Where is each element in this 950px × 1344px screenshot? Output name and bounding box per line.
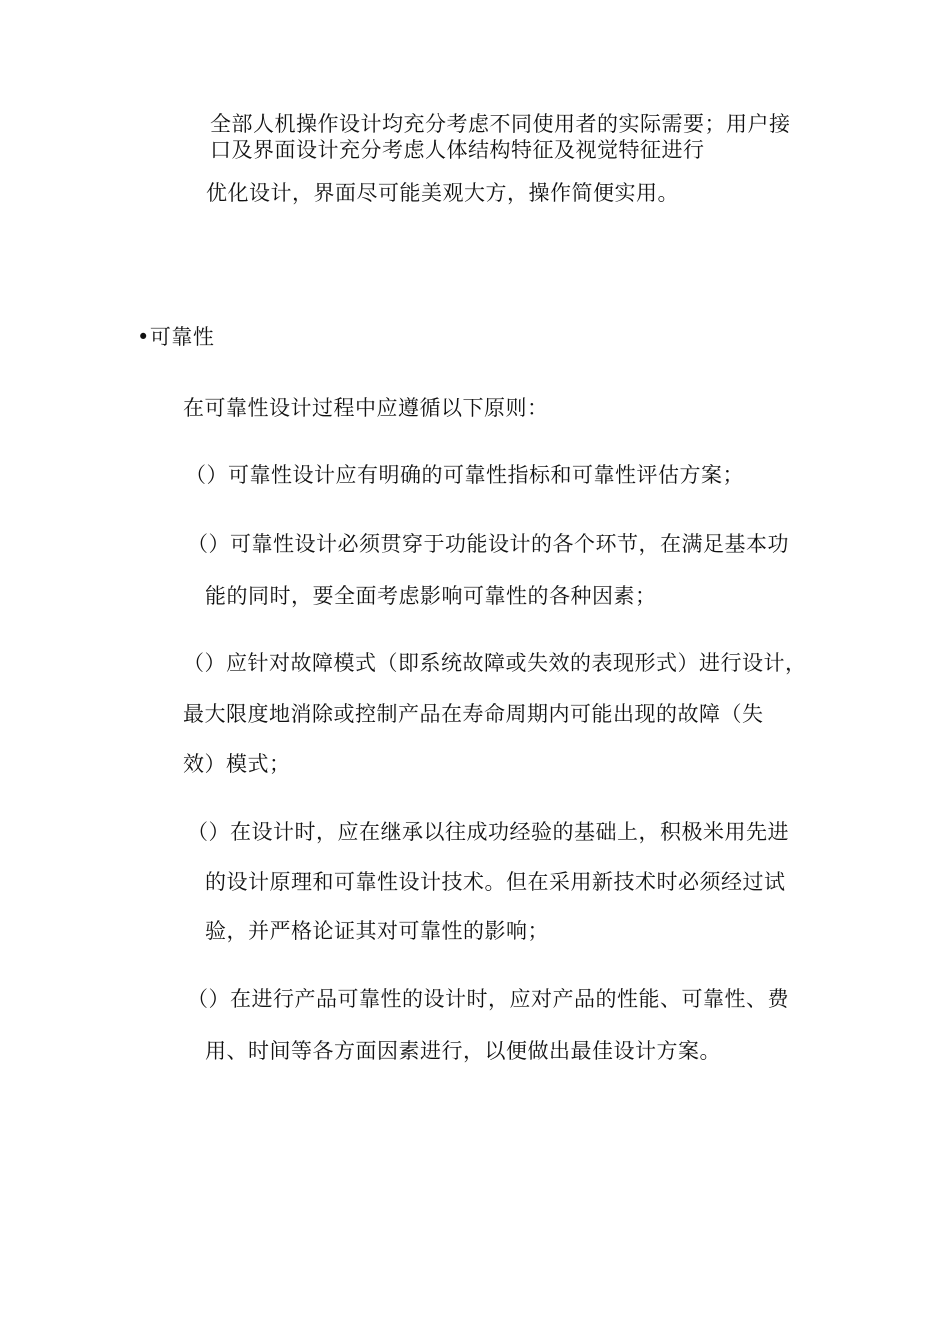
intro-line: 口及界面设计充分考虑人体结构特征及视觉特征进行 xyxy=(210,138,705,162)
principle-item-line: 最大限度地消除或控制产品在寿命周期内可能出现的故障（失 xyxy=(183,702,764,726)
principle-item-line: 效）模式； xyxy=(183,752,291,776)
intro-line: 优化设计，界面尽可能美观大方，操作简便实用。 xyxy=(206,181,679,205)
principle-item-line: 用、时间等各方面因素进行，以便做出最佳设计方案。 xyxy=(205,1039,721,1063)
section-title: •可靠性 xyxy=(137,325,215,349)
principle-item-line: 验，并严格论证其对可靠性的影响； xyxy=(205,919,549,943)
intro-line: 全部人机操作设计均充分考虑不同使用者的实际需要；用户接 xyxy=(210,112,791,136)
principle-item-line: （）可靠性设计应有明确的可靠性指标和可靠性评估方案； xyxy=(185,463,744,487)
principle-item-line: （）应针对故障模式（即系统故障或失效的表现形式）进行设计， xyxy=(183,651,807,675)
principle-item-line: （）可靠性设计必须贯穿于功能设计的各个环节，在满足基本功 xyxy=(187,532,789,556)
principle-item-line: 能的同时，要全面考虑影响可靠性的各种因素； xyxy=(205,584,657,608)
principle-item-line: （）在进行产品可靠性的设计时，应对产品的性能、可靠性、费 xyxy=(187,987,789,1011)
section-lead: 在可靠性设计过程中应遵循以下原则： xyxy=(183,396,549,420)
principle-item-line: 的设计原理和可靠性设计技术。但在采用新技术时必须经过试 xyxy=(205,870,786,894)
principle-item-line: （）在设计时，应在继承以往成功经验的基础上，积极米用先进 xyxy=(187,820,789,844)
